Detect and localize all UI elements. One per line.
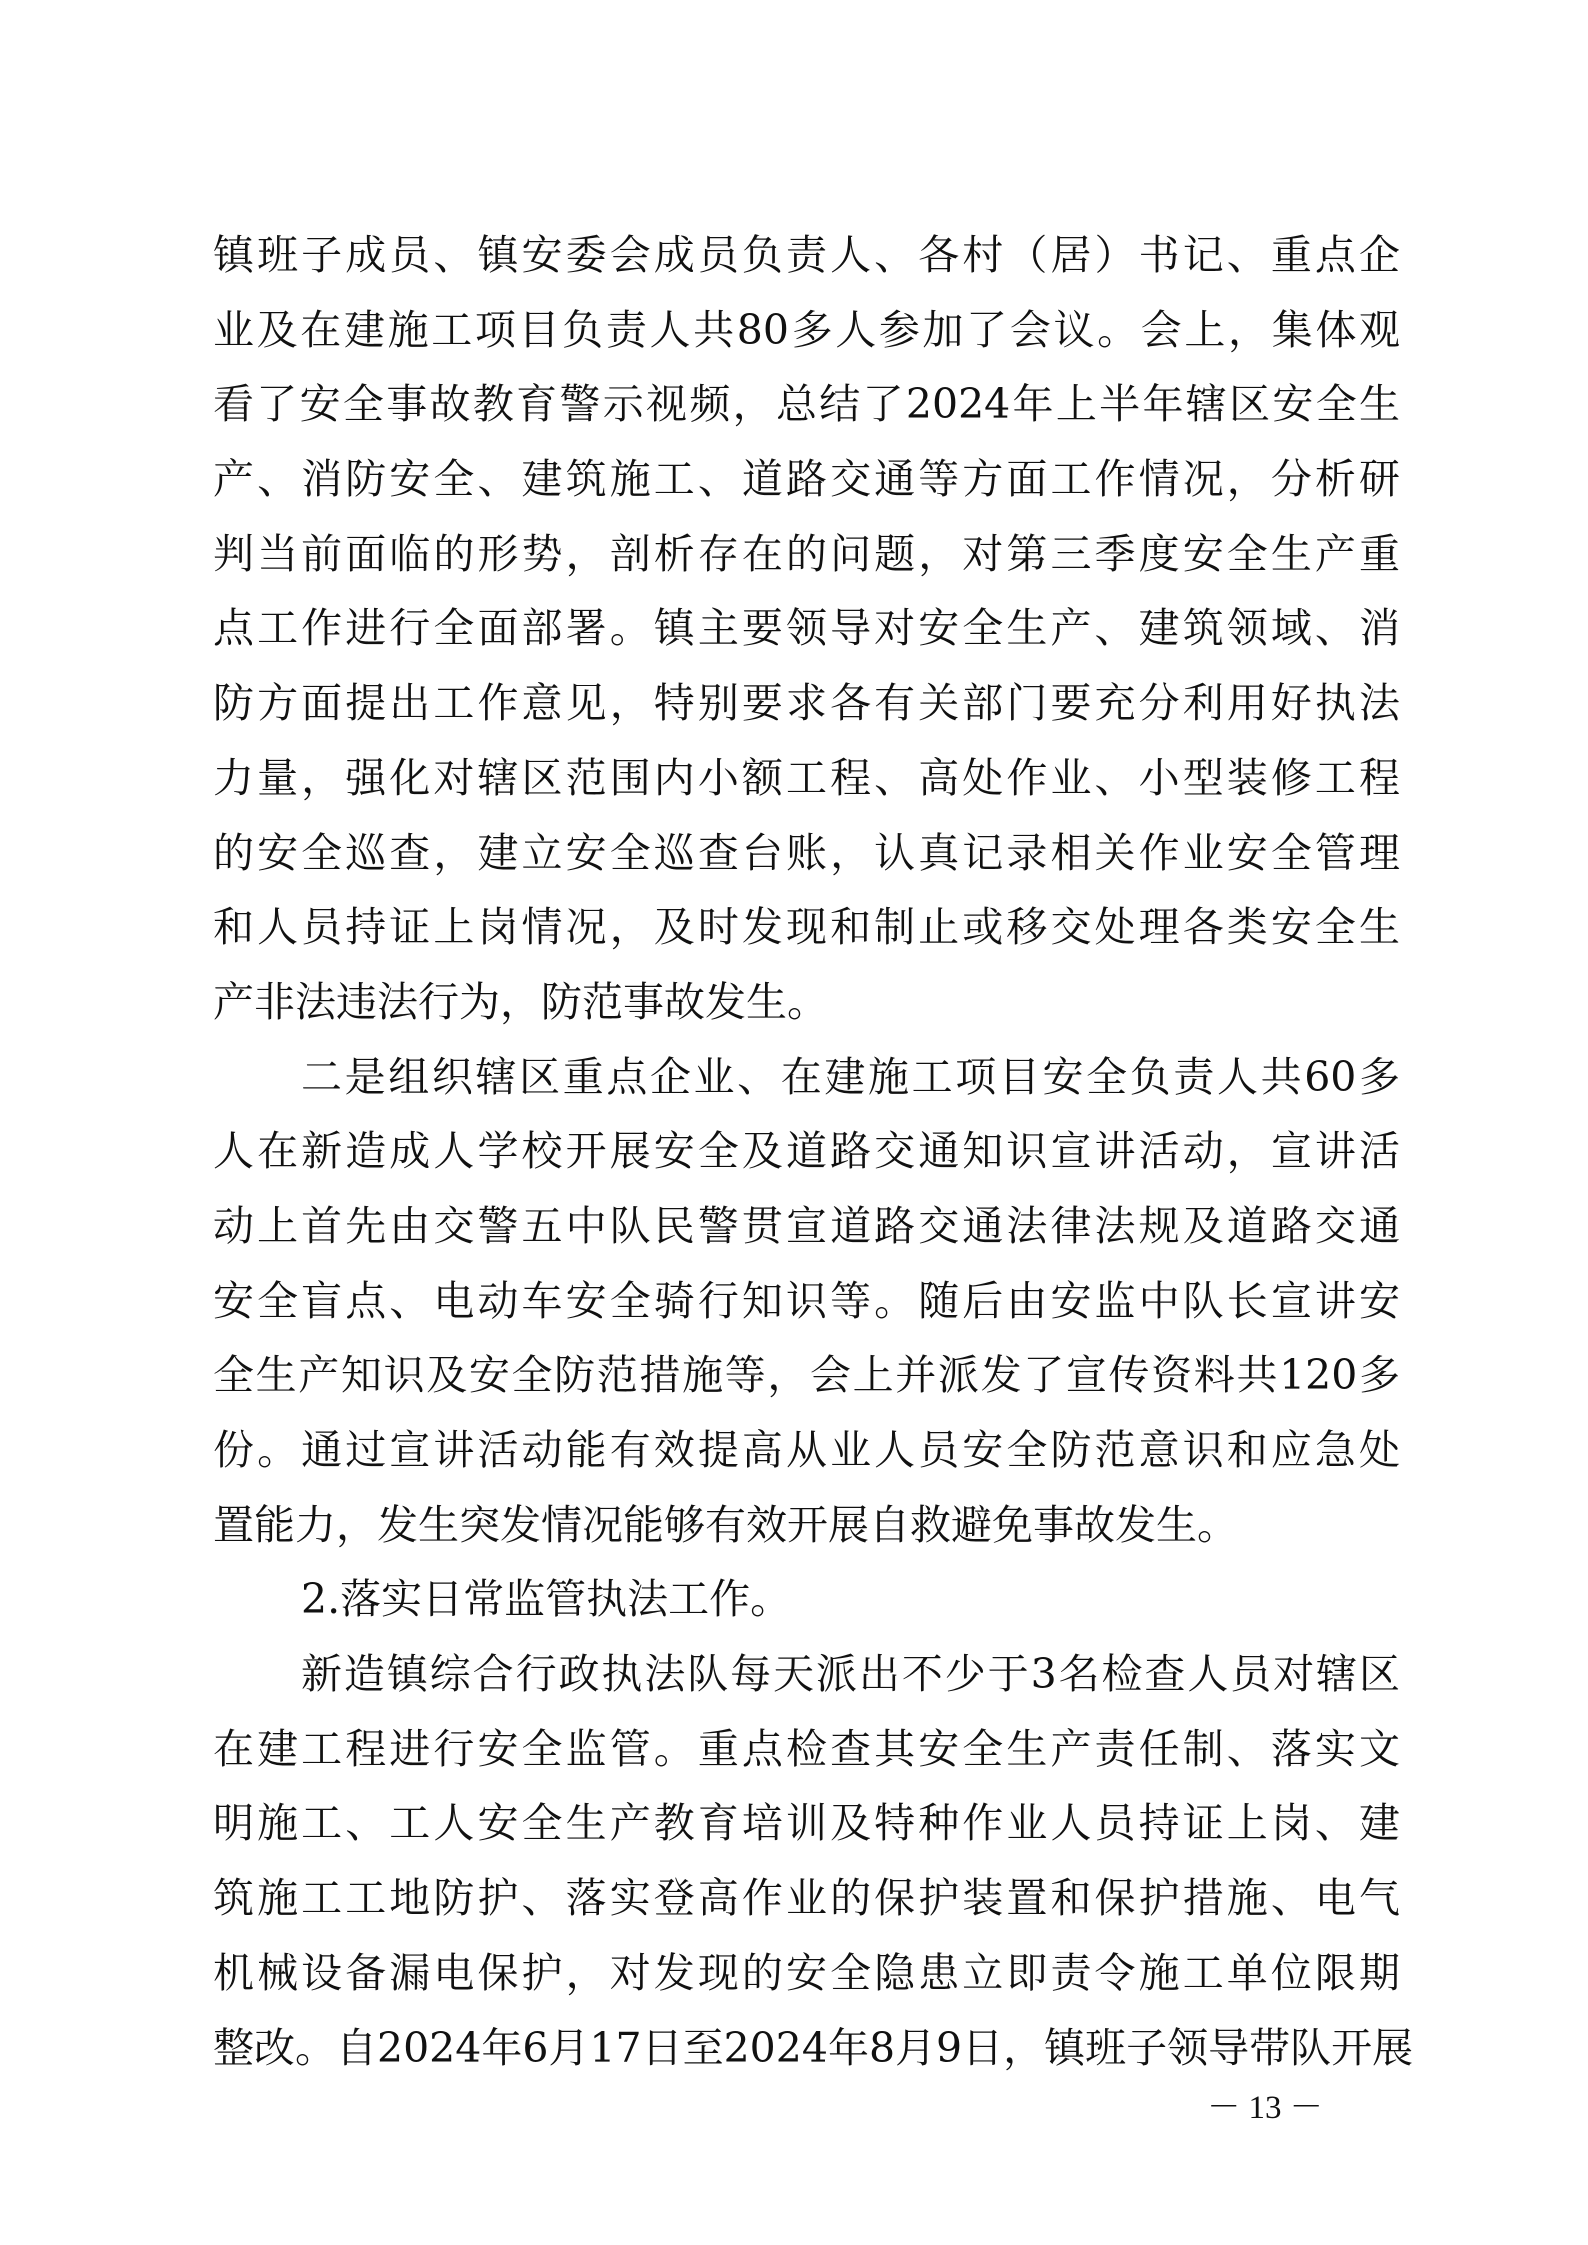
body-text — [213, 226, 1414, 2093]
text-line: 镇班子成员、镇安委会成员负责人、各村（居）书记、重点企 — [213, 231, 1400, 279]
text-line: 人在新造成人学校开展安全及道路交通知识宣讲活动，宣讲活 — [213, 1127, 1400, 1176]
heading-text: 2.落实日常监管执法工作。 — [301, 1575, 792, 1624]
text-line: 筑施工工地防护、落实登高作业的保护装置和保护措施、电气 — [213, 1874, 1400, 1923]
text-line: 和人员持证上岗情况，及时发现和制止或移交处理各类安全生 — [213, 903, 1400, 952]
text-line: 新造镇综合行政执法队每天派出不少于3名检查人员对辖区 — [301, 1650, 1400, 1699]
text-line: 动上首先由交警五中队民警贯宣道路交通法律法规及道路交通 — [213, 1201, 1400, 1250]
text-line: 产、消防安全、建筑施工、道路交通等方面工作情况，分析研 — [213, 455, 1400, 504]
paragraph-daily-supervision — [213, 1645, 1414, 2093]
text-line: 全生产知识及安全防范措施等，会上并派发了宣传资料共120多 — [213, 1351, 1400, 1400]
text-line: 整改。自2024年6月17日至2024年8月9日，镇班子领导带队开展 — [213, 2023, 1414, 2072]
text-line: 防方面提出工作意见，特别要求各有关部门要充分利用好执法 — [213, 679, 1400, 728]
text-line: 判当前面临的形势，剖析存在的问题，对第三季度安全生产重 — [213, 529, 1400, 578]
text-line: 份。通过宣讲活动能有效提高从业人员安全防范意识和应急处 — [213, 1426, 1400, 1474]
text-line: 机械设备漏电保护，对发现的安全隐患立即责令施工单位限期 — [213, 1948, 1400, 1997]
section-heading — [213, 1570, 1400, 1645]
text-line: 置能力，发生突发情况能够有效开展自救避免事故发生。 — [213, 1500, 1238, 1549]
text-line: 业及在建施工项目负责人共80多人参加了会议。会上，集体观 — [213, 305, 1400, 354]
paragraph-safety-lecture — [213, 1048, 1400, 1571]
paragraph-meeting-summary — [213, 226, 1400, 1048]
text-line: 的安全巡查，建立安全巡查台账，认真记录相关作业安全管理 — [213, 828, 1400, 877]
text-line: 点工作进行全面部署。镇主要领导对安全生产、建筑领域、消 — [213, 604, 1400, 653]
page-number: － 13 － — [1207, 2090, 1323, 2126]
text-line: 二是组织辖区重点企业、在建施工项目安全负责人共60多 — [301, 1052, 1400, 1101]
text-line: 在建工程进行安全监管。重点检查其安全生产责任制、落实文 — [213, 1724, 1400, 1773]
text-line: 看了安全事故教育警示视频，总结了2024年上半年辖区安全生 — [213, 380, 1400, 429]
text-line: 产非法违法行为，防范事故发生。 — [213, 977, 828, 1026]
text-line: 安全盲点、电动车安全骑行知识等。随后由安监中队长宣讲安 — [213, 1276, 1400, 1325]
text-line: 力量，强化对辖区范围内小额工程、高处作业、小型装修工程 — [213, 753, 1400, 802]
text-line: 明施工、工人安全生产教育培训及特种作业人员持证上岗、建 — [213, 1799, 1400, 1848]
